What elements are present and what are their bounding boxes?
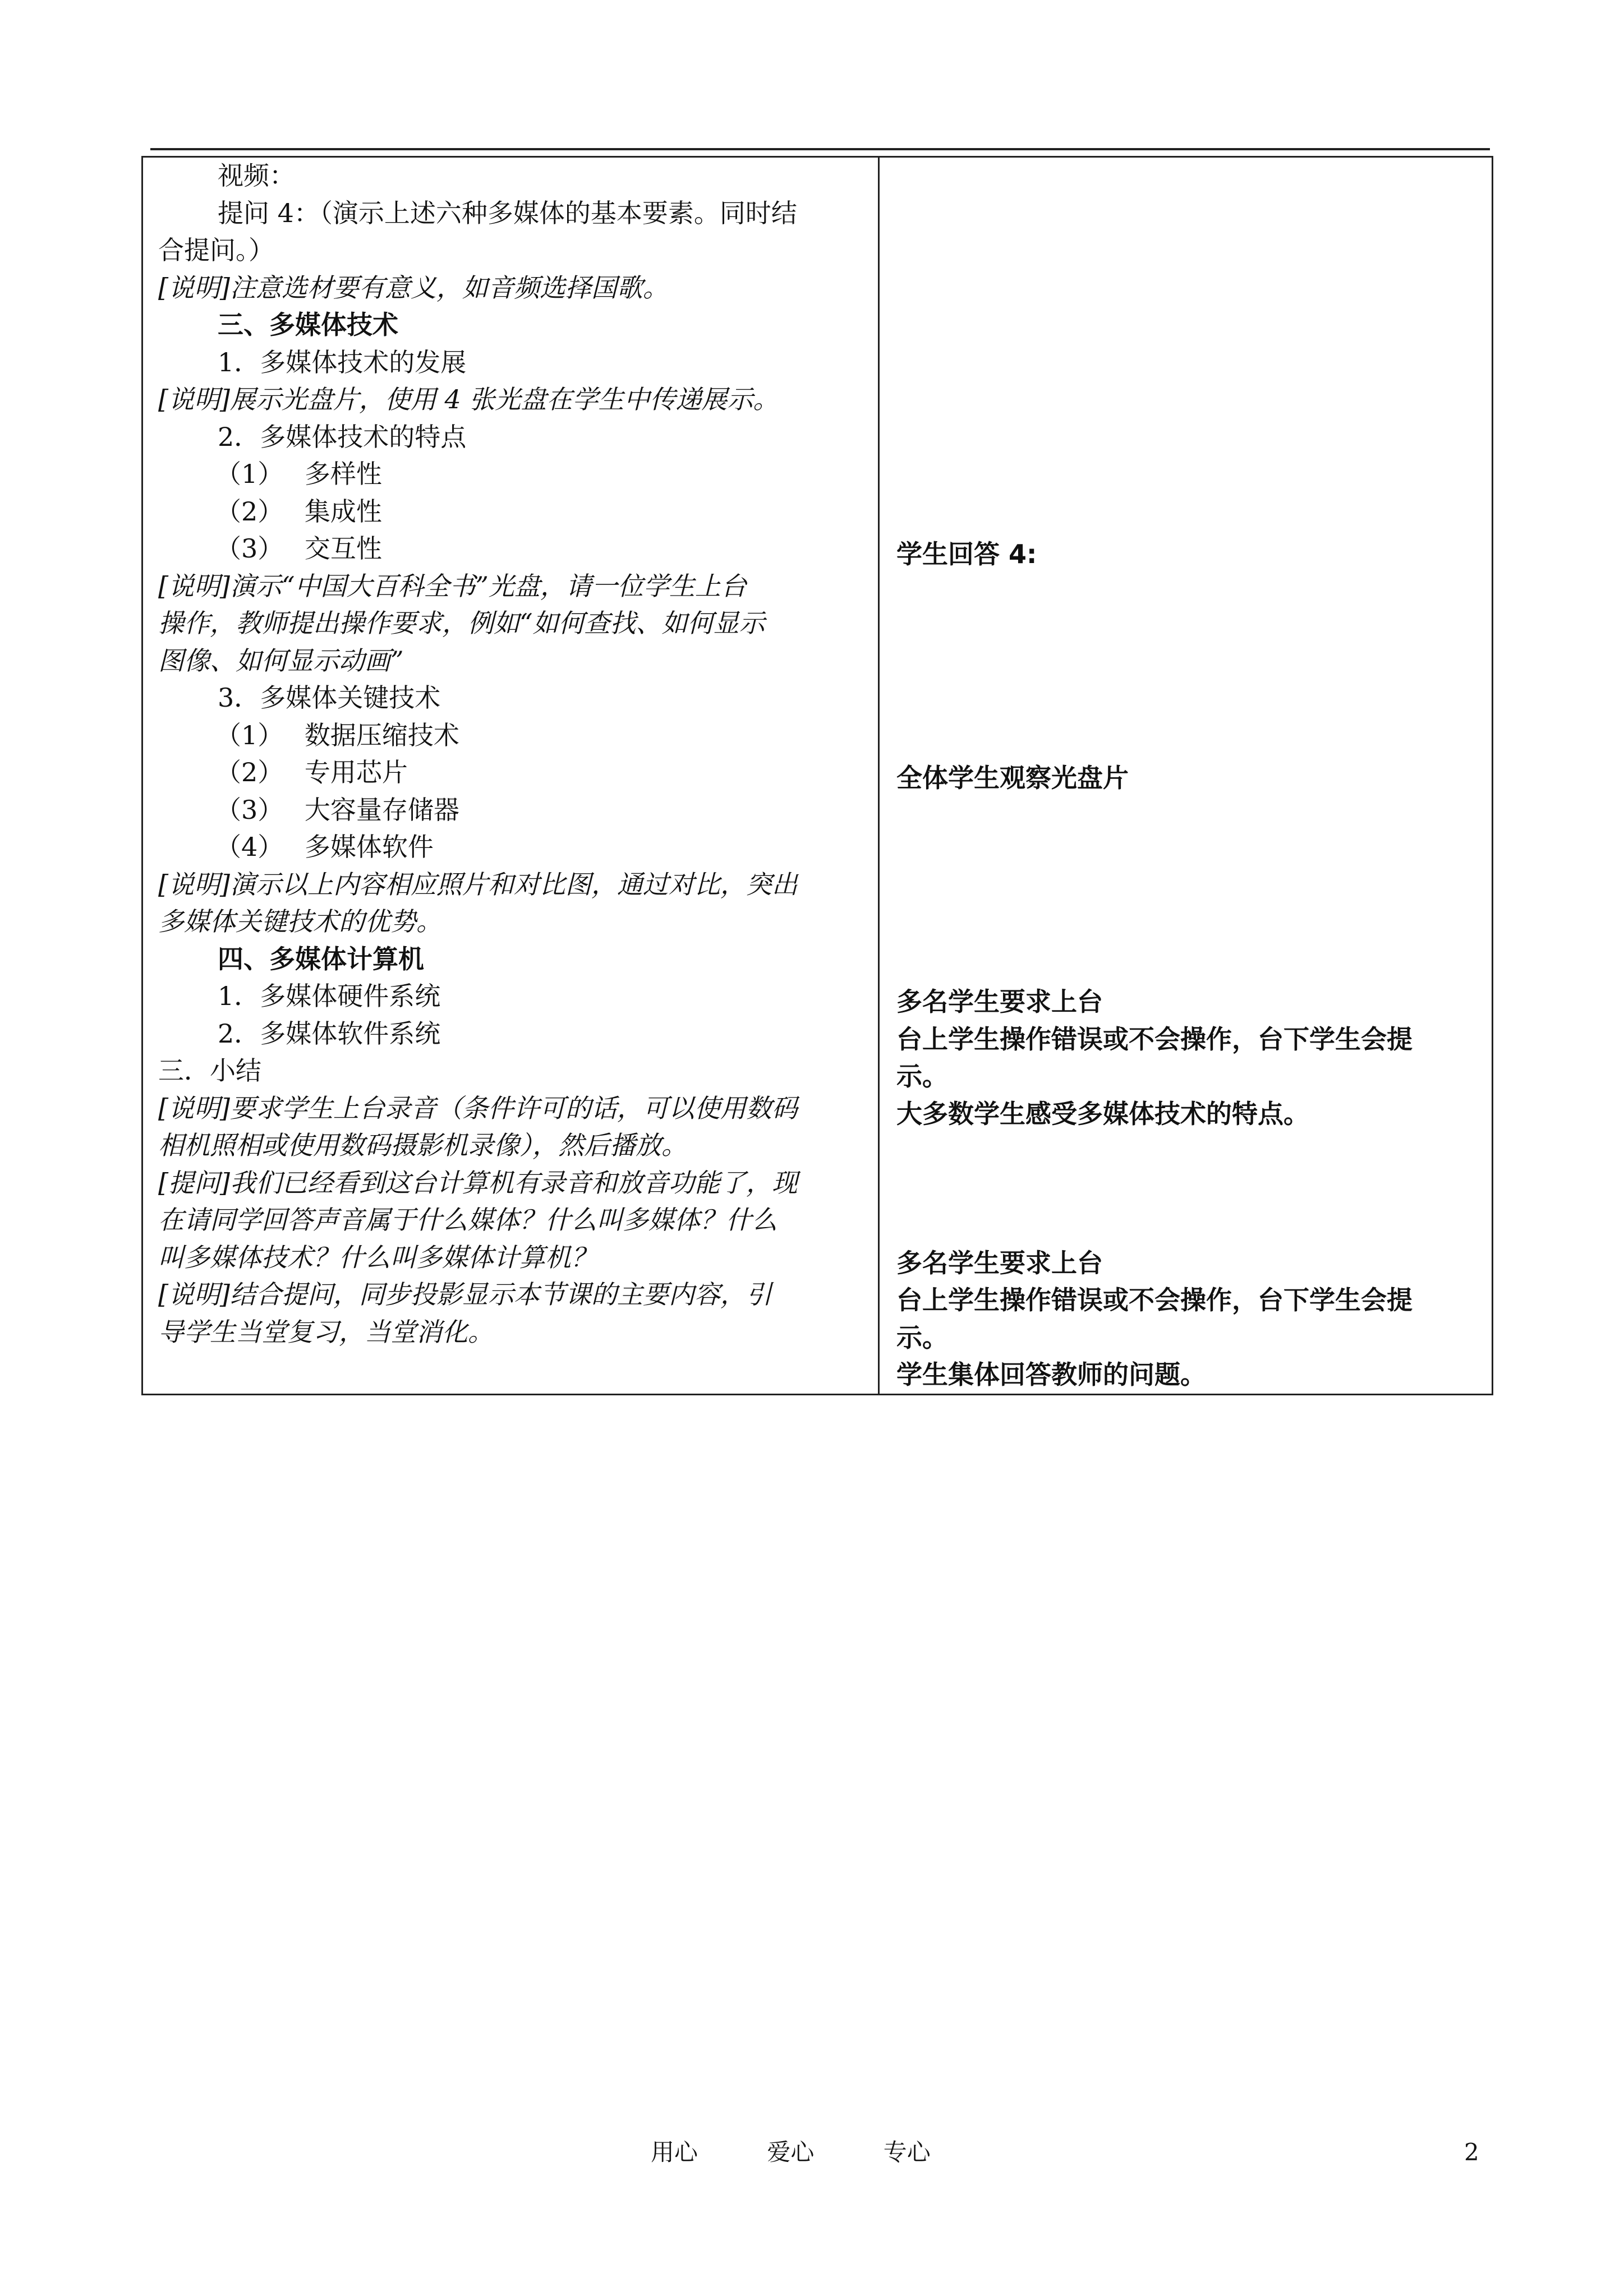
teacher-text-line: [说明]结合提问，同步投影显示本节课的主要内容，引 (158, 1279, 772, 1310)
teacher-text-line: 图像、如何显示动画” (158, 645, 404, 676)
student-text-line: 示。 (896, 1061, 948, 1091)
teacher-text-line: 多媒体关键技术的优势。 (158, 906, 442, 937)
teacher-text-line: 叫多媒体技术？什么叫多媒体计算机？ (158, 1242, 597, 1273)
teacher-text-line: [说明]演示“中国大百科全书”光盘，请一位学生上台 (158, 570, 747, 601)
teacher-text-line: （2） 集成性 (215, 496, 382, 527)
student-text-line: 全体学生观察光盘片 (896, 763, 1129, 793)
teacher-text-line: 3．多媒体关键技术 (218, 683, 441, 713)
teacher-text-line: 2．多媒体软件系统 (218, 1018, 441, 1049)
teacher-text-line: （3） 交互性 (215, 533, 382, 564)
teacher-text-line: 合提问。） (158, 235, 274, 265)
teacher-text-line: 提问 4：（演示上述六种多媒体的基本要素。同时结 (218, 197, 797, 228)
teacher-text-line: [提问]我们已经看到这台计算机有录音和放音功能了，现 (158, 1167, 798, 1198)
student-text-line: 示。 (896, 1322, 948, 1353)
table-column-divider (878, 156, 880, 1395)
teacher-text-line: 2．多媒体技术的特点 (218, 421, 467, 452)
motto-word: 爱心 (767, 2138, 815, 2166)
motto-word: 用心 (651, 2138, 698, 2166)
teacher-text-line: 导学生当堂复习，当堂消化。 (158, 1316, 494, 1347)
teacher-text-line: 1．多媒体技术的发展 (218, 347, 467, 377)
teacher-text-line: （1） 数据压缩技术 (215, 720, 459, 750)
student-text-line: 多名学生要求上台 (896, 986, 1103, 1017)
teacher-text-line: [说明]要求学生上台录音（条件许可的话，可以使用数码 (158, 1092, 798, 1123)
footer-motto (651, 2136, 992, 2169)
teacher-text-line: 视频： (218, 160, 295, 191)
teacher-text-line: （4） 多媒体软件 (215, 832, 434, 862)
header-rule (150, 148, 1490, 150)
student-text-line: 台上学生操作错误或不会操作，台下学生会提 (896, 1023, 1413, 1054)
teacher-text-line: 相机照相或使用数码摄影机录像），然后播放。 (158, 1130, 687, 1160)
teacher-text-line: [说明]注意选材要有意义，如音频选择国歌。 (158, 272, 669, 303)
student-text-line: 多名学生要求上台 (896, 1247, 1103, 1278)
teacher-text-line: 操作，教师提出操作要求，例如“如何查找、如何显示 (158, 608, 765, 638)
teacher-text-line: （3） 大容量存储器 (215, 794, 459, 825)
teacher-text-line: （2） 专用芯片 (215, 757, 408, 787)
teacher-text-line: （1） 多样性 (215, 459, 382, 489)
student-text-line: 学生集体回答教师的问题。 (896, 1359, 1206, 1390)
student-text-line: 大多数学生感受多媒体技术的特点。 (896, 1098, 1309, 1129)
teacher-text-line: 1．多媒体硬件系统 (218, 981, 441, 1011)
teacher-text-line: [说明]展示光盘片，使用 4 张光盘在学生中传递展示。 (158, 384, 779, 414)
teacher-text-line: 在请同学回答声音属于什么媒体？什么叫多媒体？什么 (158, 1205, 778, 1235)
page-number: 2 (1464, 2138, 1479, 2166)
student-text-line: 台上学生操作错误或不会操作，台下学生会提 (896, 1285, 1413, 1315)
teacher-text-line: 四、多媒体计算机 (218, 943, 424, 974)
teacher-text-line: [说明]演示以上内容相应照片和对比图，通过对比，突出 (158, 869, 798, 900)
teacher-text-line: 三．小结 (158, 1055, 261, 1086)
student-text-line: 学生回答 4: (896, 539, 1037, 569)
teacher-text-line: 三、多媒体技术 (218, 310, 398, 340)
motto-word: 专心 (883, 2138, 931, 2166)
